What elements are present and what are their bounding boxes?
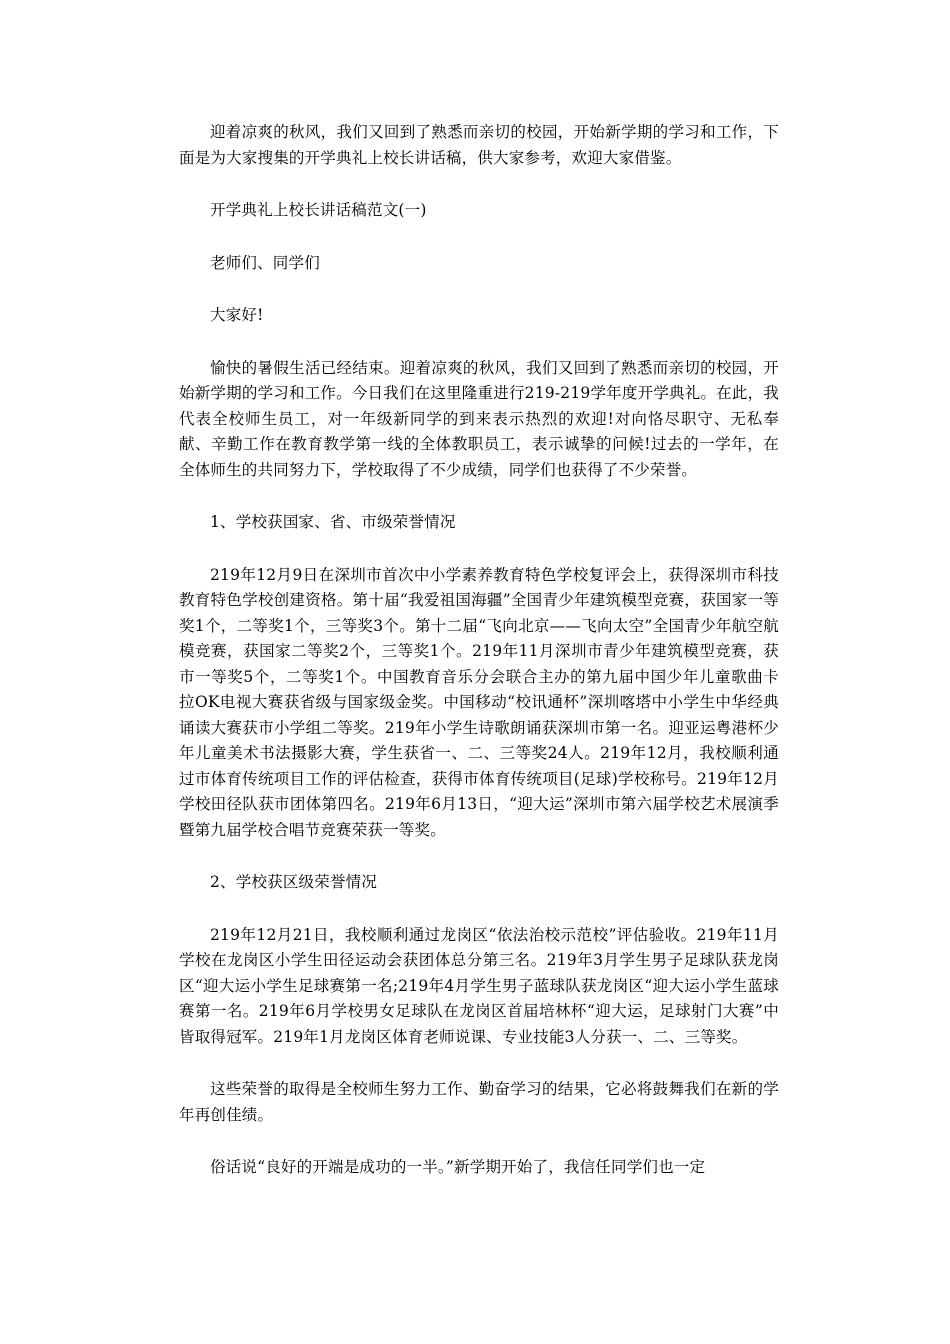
- document-body: [179, 120, 779, 1208]
- national-honors-paragraph: 219年12月9日在深圳市首次中小学素养教育特色学校复评会上，获得深圳市科技教育特色学校创建资格。第十届“我爱祖国海疆”全国青少年建筑模型竞赛，获国家一等奖1个，二等奖1个，三等奖3个。第十二届“飞向北京——飞向太空”全国青少年航空航模竞赛，获国家二等奖2个，三等奖1个。219年11月深圳市青少年建筑模型竞赛，获市一等奖5个，二等奖1个。中国教育音乐分会联合主办的第九届中国少年儿童歌曲卡拉OK电视大赛获省级与国家级金奖。中国移动“校讯通杯”深圳喀塔中小学生中华经典诵读大赛获市小学组二等奖。219年小学生诗歌朗诵获深圳市第一名。迎亚运粤港杯少年儿童美术书法摄影大赛，学生获省一、二、三等奖24人。219年12月，我校顺利通过市体育传统项目工作的评估检查，获得市体育传统项目(足球)学校称号。219年12月学校田径队获市团体第四名。219年6月13日，“迎大运”深圳市第六届学校艺术展演季暨第九届学校合唱节竞赛荣获一等奖。: [179, 565, 779, 839]
- section-heading-national-honors: 1、学校获国家、省、市级荣誉情况: [210, 513, 456, 531]
- salutation: 老师们、同学们: [210, 253, 320, 272]
- greeting: 大家好!: [210, 306, 264, 324]
- speech-title: 开学典礼上校长讲话稿范文(一): [210, 201, 427, 219]
- intro-paragraph: 迎着凉爽的秋风，我们又回到了熟悉而亲切的校园，开始新学期的学习和工作，下面是为大家搜集的开学典礼上校长讲话稿，供大家参考，欢迎大家借鉴。: [179, 123, 779, 167]
- opening-paragraph: 愉快的暑假生活已经结束。迎着凉爽的秋风，我们又回到了熟悉而亲切的校园，开始新学期的学习和工作。今日我们在这里隆重进行219-219学年度开学典礼。在此，我代表全校师生员工，对一年级新同学的到来表示热烈的欢迎!对向恪尽职守、无私奉献、辛勤工作在教育教学第一线的全体教职员工，表示诚挚的问候!过去的一学年，在全体师生的共同努力下，学校取得了不少成绩，同学们也获得了不少荣誉。: [179, 358, 779, 479]
- section-heading-district-honors: 2、学校获区级荣誉情况: [210, 873, 378, 891]
- honors-summary-paragraph: 这些荣誉的取得是全校师生努力工作、勤奋学习的结果，它必将鼓舞我们在新的学年再创佳绩。: [179, 1080, 779, 1124]
- closing-paragraph: 俗话说“良好的开端是成功的一半。”新学期开始了，我信任同学们也一定: [210, 1158, 706, 1176]
- district-honors-paragraph: 219年12月21日，我校顺利通过龙岗区“依法治校示范校”评估验收。219年11月学校在龙岗区小学生田径运动会获团体总分第三名。219年3月学生男子足球队获龙岗区“迎大运小学生足球赛第一名;219年4月学生男子蓝球队获龙岗区“迎大运小学生蓝球赛第一名。219年6月学校男女足球队在龙岗区首届培林杯“迎大运，足球射门大赛”中皆取得冠军。219年1月龙岗区体育老师说课、专业技能3人分获一、二、三等奖。: [179, 925, 779, 1046]
